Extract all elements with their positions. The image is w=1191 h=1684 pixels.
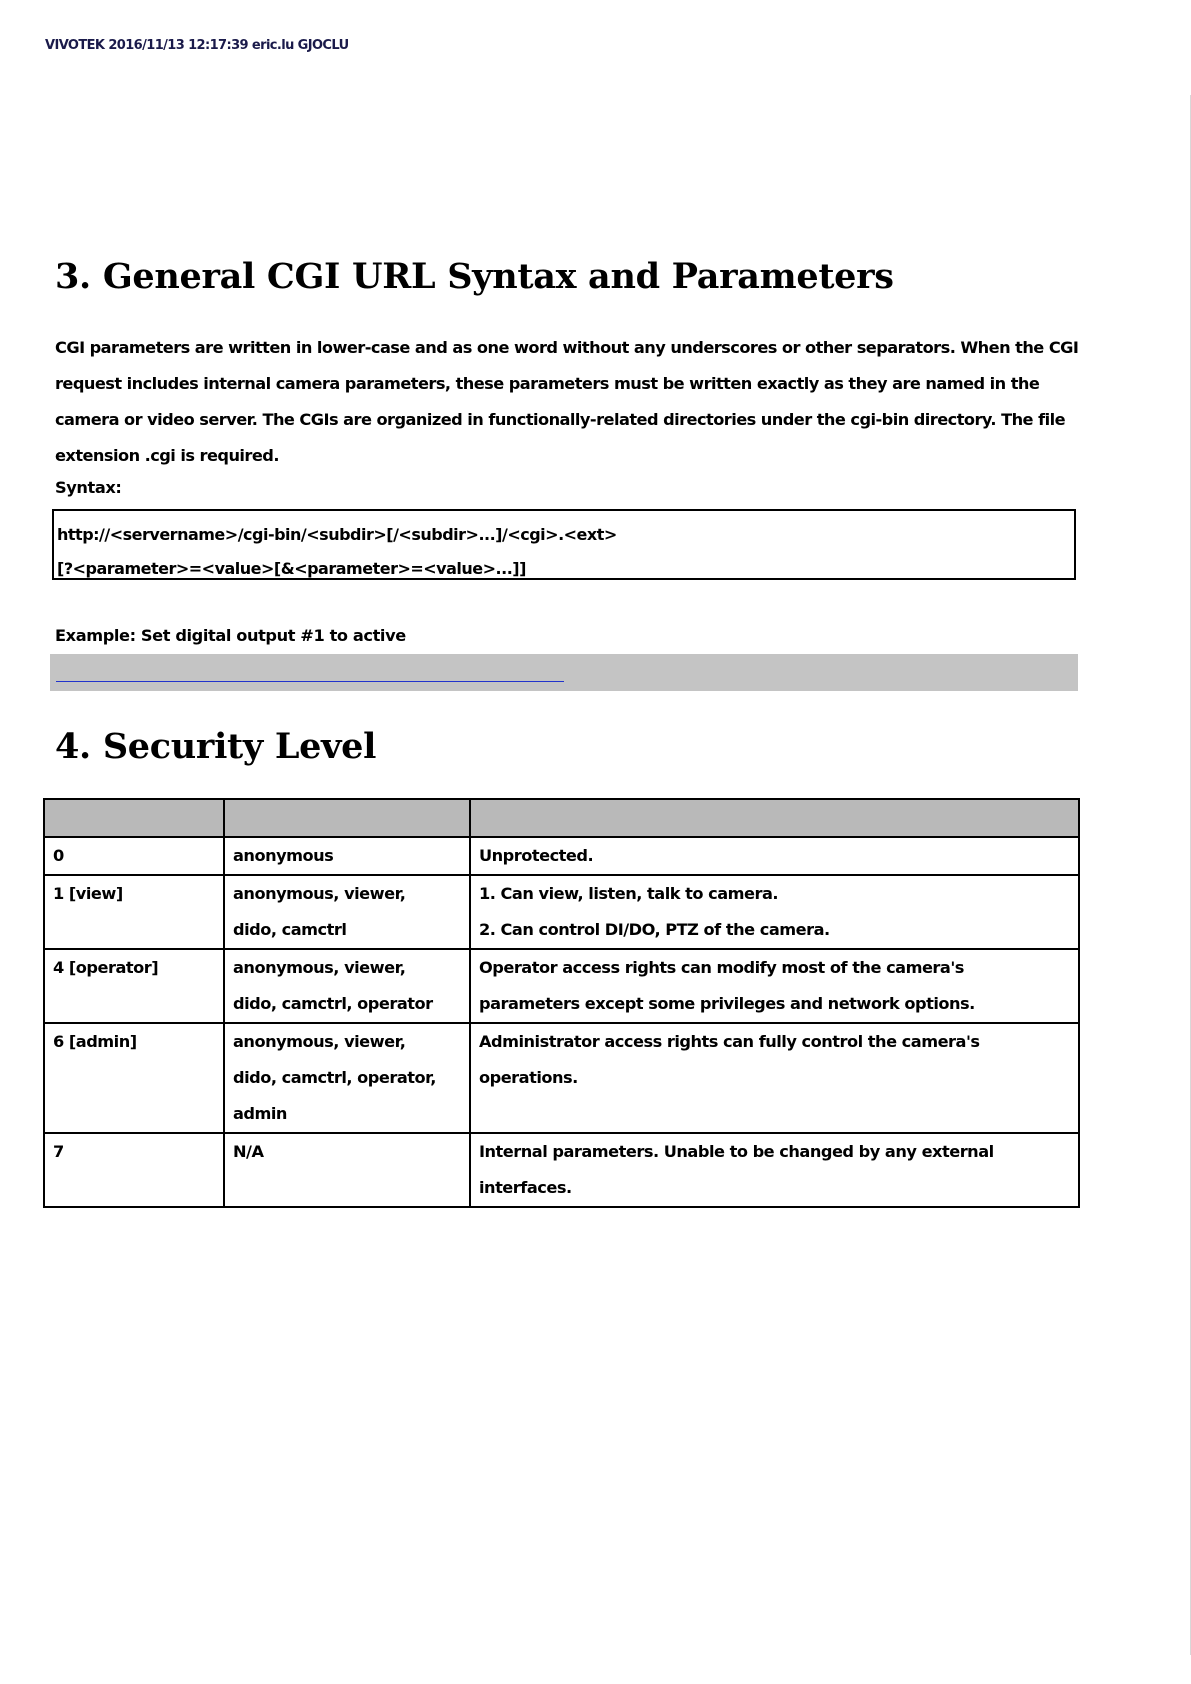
cell-line: dido, camctrl, operator,: [233, 1068, 436, 1087]
cell-line: N/A: [233, 1142, 264, 1161]
cell-line: 1 [view]: [53, 884, 123, 903]
table-cell-level: [44, 875, 224, 949]
cell-line: anonymous, viewer,: [233, 958, 406, 977]
table-cell-description: [470, 837, 1079, 875]
cell-line: operations.: [479, 1068, 578, 1087]
table-row: [44, 949, 1079, 1023]
table-header-cell: [224, 799, 470, 837]
table-cell-level: [44, 1023, 224, 1133]
cell-line: Operator access rights can modify most of the camera's: [479, 958, 964, 977]
cell-line: Internal parameters. Unable to be changed by any external: [479, 1142, 994, 1161]
table-row: [44, 1023, 1079, 1133]
table-cell-roles: [224, 1133, 470, 1207]
table-cell-level: [44, 949, 224, 1023]
example-link[interactable]: [56, 681, 564, 682]
cell-line: Unprotected.: [479, 846, 594, 865]
cell-line: Administrator access rights can fully control the camera's: [479, 1032, 980, 1051]
table-cell-roles: [224, 949, 470, 1023]
header-stamp: VIVOTEK 2016/11/13 12:17:39 eric.lu GJOCLU: [45, 38, 349, 53]
table-header-cell: [470, 799, 1079, 837]
syntax-label: Syntax:: [55, 478, 122, 497]
cell-line: dido, camctrl, operator: [233, 994, 433, 1013]
cell-line: parameters except some privileges and network options.: [479, 994, 975, 1013]
table-cell-description: [470, 1133, 1079, 1207]
table-cell-level: [44, 837, 224, 875]
syntax-box: [52, 509, 1076, 580]
table-cell-roles: [224, 875, 470, 949]
table-cell-roles: [224, 837, 470, 875]
section-3-heading: 3. General CGI URL Syntax and Parameters: [55, 256, 894, 297]
table-cell-description: [470, 1023, 1079, 1133]
table-cell-description: [470, 875, 1079, 949]
table-row: [44, 875, 1079, 949]
table-cell-description: [470, 949, 1079, 1023]
cell-line: 1. Can view, listen, talk to camera.: [479, 884, 779, 903]
section-4-heading: 4. Security Level: [55, 726, 377, 767]
cell-line: dido, camctrl: [233, 920, 347, 939]
table-cell-roles: [224, 1023, 470, 1133]
cell-line: interfaces.: [479, 1178, 572, 1197]
table-header-row: [44, 799, 1079, 837]
table-row: [44, 1133, 1079, 1207]
syntax-line-2: [?<parameter>=<value>[&<parameter>=<value>...]]: [57, 559, 526, 578]
cell-line: anonymous: [233, 846, 334, 865]
security-level-table: [43, 798, 1080, 1208]
cell-line: 6 [admin]: [53, 1032, 137, 1051]
cell-line: admin: [233, 1104, 287, 1123]
example-code-bar: [50, 654, 1078, 691]
table-cell-level: [44, 1133, 224, 1207]
example-label: Example: Set digital output #1 to active: [55, 626, 406, 645]
section-3-paragraph: CGI parameters are written in lower-case and as one word without any underscores or other separators. When the CGI request includes internal camera parameters, these parameters must be written exactly as they are named in the camera or video server. The CGIs are organized in functionally-related directories under the cgi-bin directory. The file extension .cgi is required.: [55, 338, 1079, 465]
cell-line: 4 [operator]: [53, 958, 159, 977]
cell-line: 0: [53, 846, 64, 865]
cell-line: 2. Can control DI/DO, PTZ of the camera.: [479, 920, 830, 939]
syntax-line-1: http://<servername>/cgi-bin/<subdir>[/<subdir>...]/<cgi>.<ext>: [57, 525, 617, 544]
cell-line: anonymous, viewer,: [233, 1032, 406, 1051]
table-row: [44, 837, 1079, 875]
cell-line: 7: [53, 1142, 64, 1161]
cell-line: anonymous, viewer,: [233, 884, 406, 903]
table-header-cell: [44, 799, 224, 837]
